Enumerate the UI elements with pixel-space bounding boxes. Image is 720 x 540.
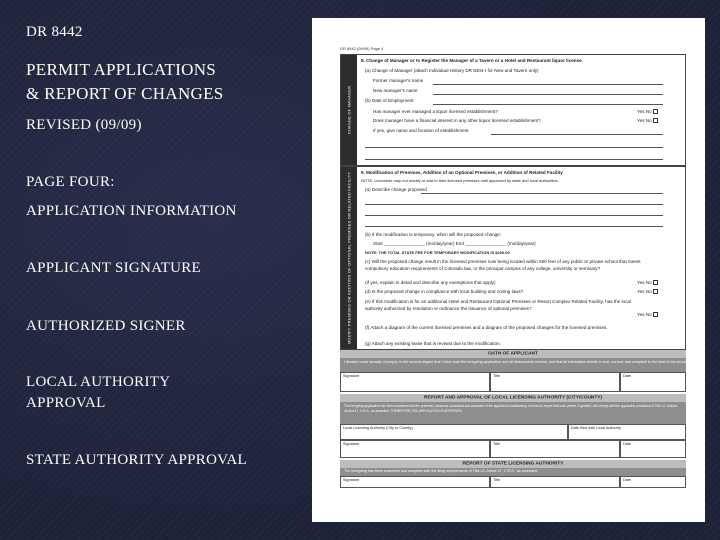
state-authority-approval-label: STATE AUTHORITY APPROVAL	[26, 452, 248, 468]
attach-lease: (g) Attach any existing lease that is revised due to the modification.	[365, 341, 501, 346]
title-line-2: & REPORT OF CHANGES	[26, 84, 224, 103]
oath-title-field[interactable]: Title	[490, 372, 620, 392]
manager-question-3: If yes, give name and location of establishment	[373, 128, 469, 133]
title-line-1: PERMIT APPLICATIONS	[26, 60, 217, 79]
checkbox[interactable]	[653, 289, 658, 294]
section-8-item-a: (a) Change of Manager (attach Individual History DR 8404-I for New and Tavern only)	[365, 68, 539, 73]
form-page	[340, 46, 695, 488]
application-information-label: APPLICATION INFORMATION	[26, 203, 237, 219]
exemption-explain: (If yes, explain in detail and describe any exemptions that apply)	[365, 280, 496, 285]
local-authority-name-field[interactable]: Local Licensing Authority (City or County)	[340, 424, 568, 440]
optional-premises-yes-no[interactable]: Yes No	[637, 312, 658, 317]
state-authority-band: REPORT OF STATE LICENSING AUTHORITY	[340, 460, 686, 468]
manager-question-1: Has manager ever managed a liquor licensed establishment?	[373, 109, 498, 114]
local-authority-band: REPORT AND APPROVAL OF LOCAL LICENSING AUTHORITY (CITY/COUNTY)	[340, 394, 686, 402]
zoning-yes-no[interactable]: Yes No	[637, 289, 658, 294]
describe-line-4[interactable]	[365, 226, 663, 227]
optional-premises-question: (e) If this modification is for an additional Hotel and Restaurant Optional Premises or Resort Complex Related Facility, has the local authority authorized by resolution or ordinance the issuance of optional premises?	[365, 299, 631, 311]
former-manager-label: Former manager's name	[373, 78, 424, 83]
authorized-signer-label: AUTHORIZED SIGNER	[26, 318, 186, 334]
establishment-line-2[interactable]	[365, 147, 663, 148]
local-date-field[interactable]: Date	[620, 440, 686, 458]
page-four-label: PAGE FOUR:	[26, 174, 115, 190]
oath-text: I declare under penalty of perjury in the second degree that I have read the foregoing application and all attachments thereto, and that all information therein is true, correct, and complete to the best of my knowledge.	[340, 358, 686, 372]
zoning-question: (d) Is the proposed change in compliance with local building and zoning laws?	[365, 289, 524, 294]
describe-change-label: (a) Describe change proposed	[365, 187, 427, 192]
date-of-employment-line[interactable]	[433, 104, 663, 105]
checkbox[interactable]	[653, 312, 658, 317]
temporary-question: (b) If the modification is temporary, when will the proposed change:	[365, 232, 502, 237]
form-header: DR 8442 (09/09) Page 4	[340, 46, 384, 51]
section-8-change-of-manager	[340, 54, 686, 166]
establishment-line-3[interactable]	[365, 159, 663, 160]
manager-question-2: Does manager have a financial interest in any other liquor licensed establishment?	[373, 118, 541, 123]
fee-note: NOTE: THE TOTAL STATE FEE FOR TEMPORARY MODIFICATION IS $200.00	[365, 250, 510, 255]
section-8-title: 8. Change of Manager or to Register the Manager of a Tavern or a Hotel and Restaurant liquor license.	[361, 58, 583, 63]
local-authority-line-1: LOCAL AUTHORITY	[26, 374, 171, 390]
local-title-field[interactable]: Title	[490, 440, 620, 458]
former-manager-line[interactable]	[433, 84, 663, 85]
new-manager-label: New manager's name	[373, 88, 418, 93]
new-manager-line[interactable]	[433, 94, 663, 95]
oath-signature-field[interactable]: Signature	[340, 372, 490, 392]
q2-yes-no[interactable]: Yes No	[637, 118, 658, 123]
form-number: DR 8442	[26, 24, 83, 40]
date-of-employment-label: (b) Date of Employment	[365, 98, 414, 103]
checkbox[interactable]	[653, 118, 658, 123]
state-date-field[interactable]: Date	[620, 476, 686, 488]
revised-date: REVISED (09/09)	[26, 117, 142, 133]
applicant-signature-label: APPLICANT SIGNATURE	[26, 260, 202, 276]
checkbox[interactable]	[653, 109, 658, 114]
local-authority-line-2: APPROVAL	[26, 395, 106, 411]
local-authority-text: The foregoing application has been examined and the premises, business conducted and character of the applicant is satisfactory, and we do report that such permit, if granted, will comply with the applicable provisions of Title 12, Articles 46 and 47, C.R.S., as amended. THEREFORE THIS APPLICATION IS APPROVED.	[340, 402, 686, 424]
attach-diagram: (f) Attach a diagram of the current licensed premises and a diagram of the proposed changes for the licensed premises.	[365, 325, 608, 330]
state-signature-field[interactable]: Signature	[340, 476, 490, 488]
oath-band: OATH OF APPLICANT	[340, 350, 686, 358]
school-yes-no[interactable]: Yes No	[637, 280, 658, 285]
start-end-dates[interactable]: Start ________________ (mo/day/year) End ________________ (mo/day/year)	[373, 241, 536, 246]
date-filed-field[interactable]: Date filed with Local Authority	[568, 424, 686, 440]
section-9-modify-premises	[340, 166, 686, 350]
school-question: (c) Will the proposed change result in the licensed premises now being located within 500 feet of any public or private school that meets compulsory education requirements of Colorado law, or the principal campus of any college, university or seminary?	[365, 259, 641, 271]
section-9-note: NOTE: Licensees may not modify or add to their licensed premises until approved by state and local authorities.	[361, 178, 559, 183]
section-8-side-tab: CHANGE OF MANAGER	[341, 55, 357, 165]
checkbox[interactable]	[653, 280, 658, 285]
describe-line-2[interactable]	[365, 204, 663, 205]
q1-yes-no[interactable]: Yes No	[637, 109, 658, 114]
state-title-field[interactable]: Title	[490, 476, 620, 488]
state-authority-text: The foregoing has been examined and complies with the filing requirements of Title 12, Article 47, C.R.S., as amended.	[340, 468, 686, 476]
describe-line-3[interactable]	[365, 215, 663, 216]
local-signature-field[interactable]: Signature	[340, 440, 490, 458]
section-9-title: 9. Modification of Premises, Addition of an Optional Premises, or Addition of Related Facility	[361, 170, 563, 175]
oath-date-field[interactable]: Date	[620, 372, 686, 392]
section-9-side-tab: MODIFY PREMISES OR ADDITION OF OPTIONAL PREMISES OR RELATED FACILITY	[341, 167, 357, 349]
form-page-image	[312, 18, 705, 522]
establishment-line-1[interactable]	[491, 134, 663, 135]
describe-line-1[interactable]	[421, 193, 663, 194]
